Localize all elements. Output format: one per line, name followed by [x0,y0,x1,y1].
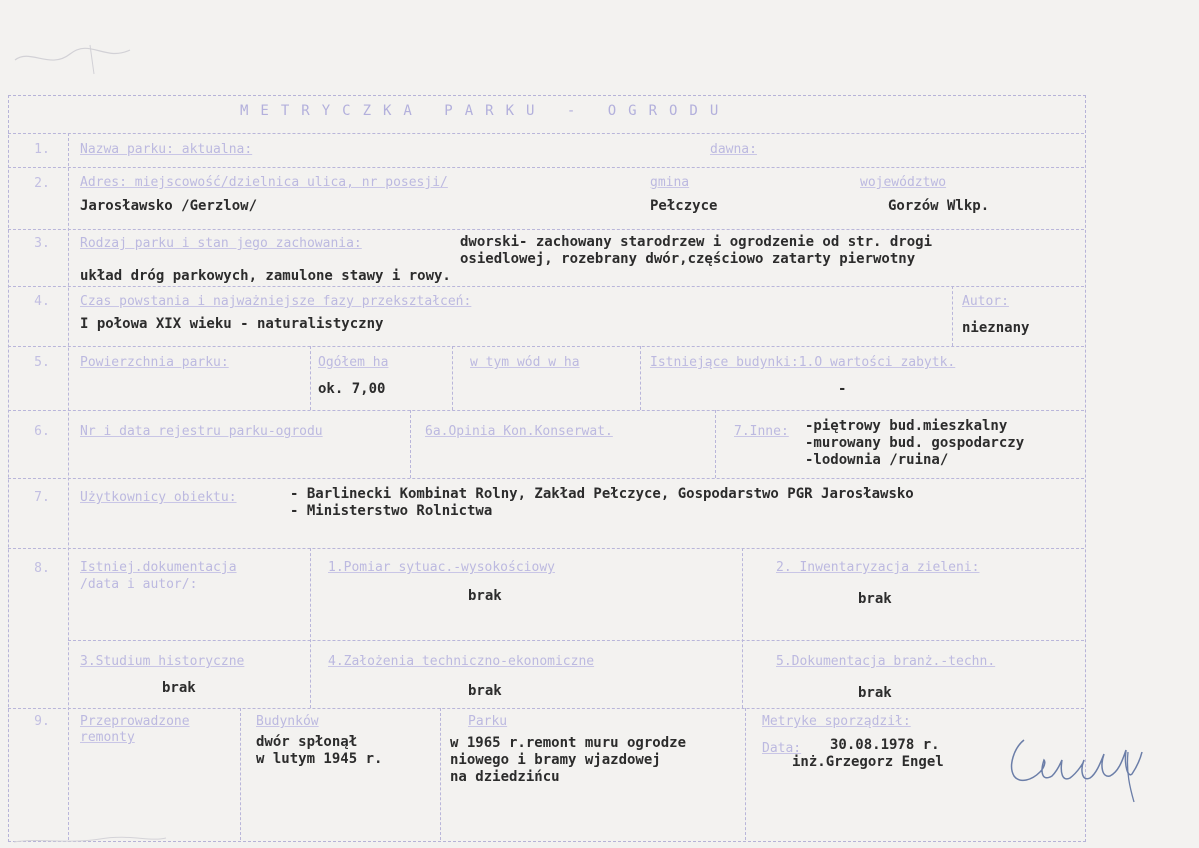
handwritten-signature [1000,722,1150,812]
row-number-2: 2. [34,176,50,191]
label-other: 7.Inne: [734,424,789,439]
label-survey: 1.Pomiar sytuac.-wysokościowy [328,560,555,575]
value-author: nieznany [962,320,1030,336]
rule-9 [8,708,1084,709]
label-creation-time: Czas powstania i najważniejsze fazy przekształceń: [80,294,472,309]
value-prepared-by: inż.Grzegorz Engel [792,754,944,770]
buildings-line-1: dwór spłonął [256,734,358,750]
rule-4 [8,286,1084,287]
park-type-line-1: dworski- zachowany starodrzew i ogrodzenie od str. drogi [460,234,933,250]
rule-area-water [452,346,453,410]
rule-renov-2 [440,708,441,840]
label-date: Data: [762,741,802,756]
rule-area-total [310,346,311,410]
rule-doc-2 [742,548,743,708]
label-park: Parku [468,714,508,729]
row-number-8: 8. [34,561,50,576]
value-branch-doc: brak [858,685,892,701]
rule-opinion [715,410,716,478]
value-tech-econ: brak [468,683,502,699]
row-number-9: 9. [34,714,50,729]
value-gmina: Pełczyce [650,198,718,214]
row-number-5: 5. [34,355,50,370]
label-existing-buildings: Istniejące budynki:1.O wartości zabytk. [650,355,956,370]
label-gmina: gmina [650,175,690,190]
label-park-name: Nazwa parku: aktualna: [80,142,253,157]
label-branch-doc: 5.Dokumentacja branż.-techn. [776,654,996,669]
rule-8b [68,640,1084,641]
value-address: Jarosławsko /Gerzlow/ [80,198,258,214]
value-voivodeship: Gorzów Wlkp. [888,198,990,214]
label-users: Użytkownicy obiektu: [80,490,237,505]
label-voivodeship: województwo [860,175,947,190]
park-line-1: w 1965 r.remont muru ogrodze [450,735,687,751]
rule-area-buildings [640,346,641,410]
row-number-6: 6. [34,424,50,439]
rule-doc-1 [310,548,311,708]
users-line-2: - Ministerstwo Rolnictwa [290,503,493,519]
label-tech-econ: 4.Założenia techniczno-ekonomiczne [328,654,595,669]
rule-7 [8,478,1084,479]
label-inventory: 2. Inwentaryzacja zieleni: [776,560,980,575]
value-history-study: brak [162,680,196,696]
park-type-line-3: układ dróg parkowych, zamulone stawy i rowy. [80,268,451,284]
value-date: 30.08.1978 r. [830,737,940,753]
row-number-1: 1. [34,142,50,157]
label-park-area: Powierzchnia parku: [80,355,229,370]
buildings-line-2: w lutym 1945 r. [256,751,383,767]
rule-1 [8,133,1084,134]
value-total-ha: ok. 7,00 [318,381,386,397]
value-existing-buildings: - [838,381,847,397]
label-address: Adres: miejscowość/dzielnica ulica, nr posesji/ [80,175,448,190]
park-line-2: niowego i bramy wjazdowej [450,752,661,768]
rule-3 [8,229,1084,230]
rule-renov-3 [745,708,746,840]
label-register: Nr i data rejestru parku-ogrodu [80,424,323,439]
label-former-name: dawna: [710,142,757,157]
label-renovations-2: remonty [80,730,135,745]
park-line-3: na dziedzińcu [450,769,560,785]
label-water-ha: w tym wód w ha [470,355,580,370]
label-conservator-opinion: 6a.Opinia Kon.Konserwat. [425,424,613,439]
rule-renov-1 [240,708,241,840]
rule-5 [8,346,1084,347]
label-park-type: Rodzaj parku i stan jego zachowania: [80,236,362,251]
value-inventory: brak [858,591,892,607]
rule-register [410,410,411,478]
rule-6 [8,410,1084,411]
rule-author [952,286,953,346]
row-number-3: 3. [34,236,50,251]
label-author: Autor: [962,294,1009,309]
label-total-ha: Ogółem ha [318,355,389,370]
label-prepared-by: Metryke sporządził: [762,714,911,729]
value-creation-time: I połowa XIX wieku - naturalistyczny [80,316,384,332]
rule-2 [8,167,1084,168]
number-column-rule [68,133,69,840]
other-line-1: -piętrowy bud.mieszkalny [805,418,1008,434]
other-line-3: -lodownia /ruina/ [805,452,949,468]
park-type-line-2: osiedlowej, rozebrany dwór,częściowo zatarty pierwotny [460,251,916,267]
faint-scribble-mark [10,40,140,80]
form-title: METRYCZKA PARKU - OGRODU [240,103,731,119]
label-buildings: Budynków [256,714,319,729]
rule-8 [8,548,1084,549]
label-existing-doc: Istniej.dokumentacja [80,560,237,575]
row-number-4: 4. [34,294,50,309]
other-line-2: -murowany bud. gospodarczy [805,435,1025,451]
value-survey: brak [468,588,502,604]
label-existing-doc-date: /data i autor/: [80,577,198,592]
label-history-study: 3.Studium historyczne [80,654,245,669]
label-renovations: Przeprowadzone [80,714,190,729]
row-number-7: 7. [34,490,50,505]
users-line-1: - Barlinecki Kombinat Rolny, Zakład Pełczyce, Gospodarstwo PGR Jarosławsko [290,486,914,502]
faint-bottom-mark [10,832,170,846]
